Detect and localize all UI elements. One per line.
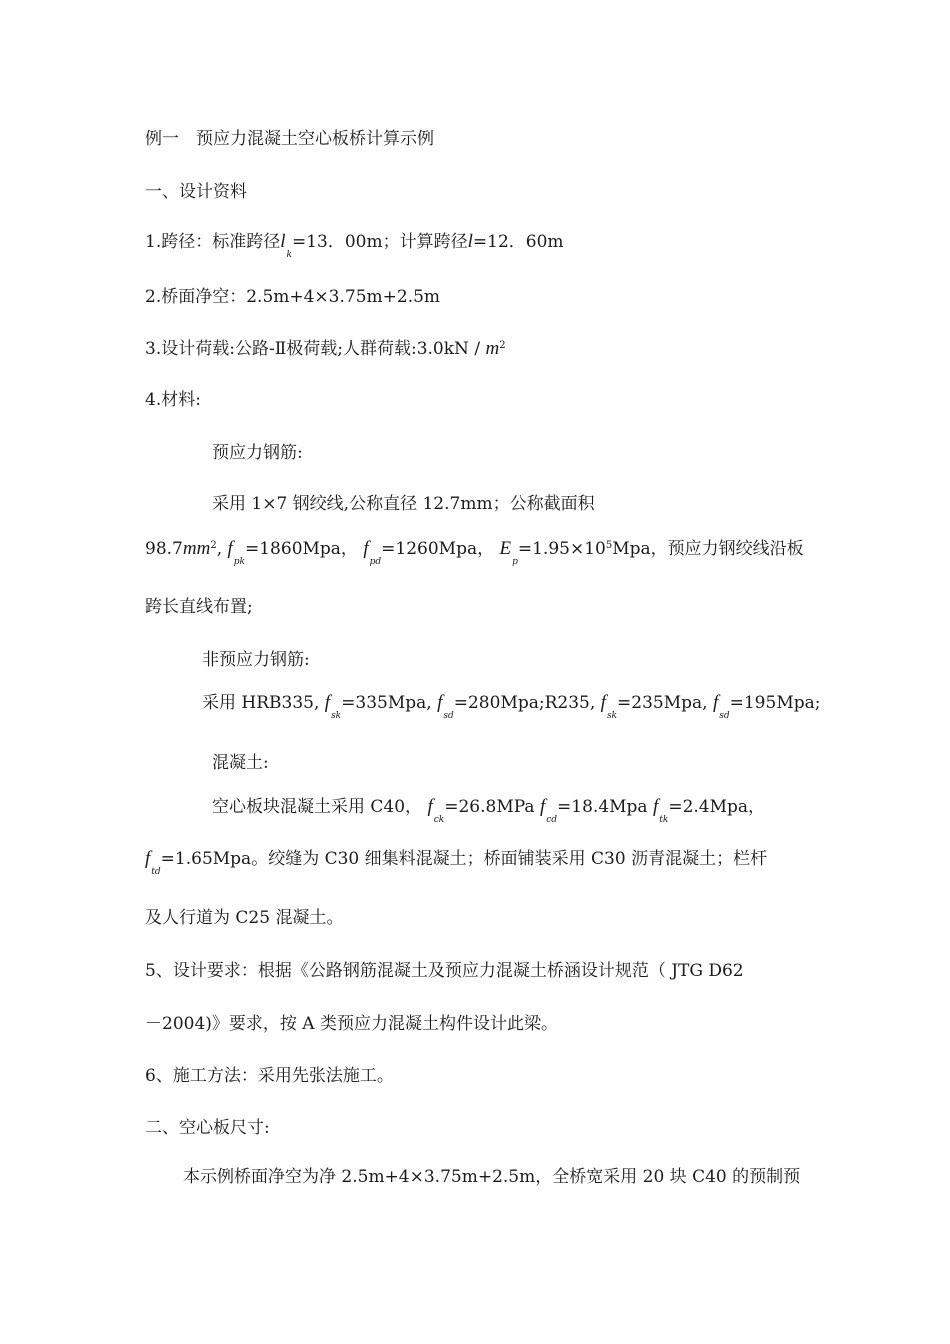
concrete-label: 混凝土: [212, 753, 269, 773]
subscript-pd: pd [369, 557, 382, 567]
document-title: 例一 预应力混凝土空心板桥计算示例 [145, 129, 434, 149]
concrete-line-2 [145, 848, 768, 877]
ep-tail: Mpa，预应力钢绞线沿板 [612, 539, 804, 559]
subscript-sd: sd [443, 711, 454, 721]
symbol-f-sd-r235: f [712, 692, 719, 713]
fpk-value: =1860Mpa， [245, 539, 358, 559]
design-load-line [145, 338, 506, 363]
span-line [145, 231, 564, 260]
fpd-value: =1260Mpa， [381, 539, 495, 559]
deck-clearance-line: 2.桥面净空：2.5m+4×3.75m+2.5m [145, 287, 441, 307]
symbol-f-pk: f [227, 538, 233, 559]
ep-value: =1.95×10 [517, 539, 606, 559]
section-heading-slab-dimensions: 二、空心板尺寸: [145, 1118, 270, 1138]
prestress-line-3: 跨长直线布置; [145, 597, 253, 617]
symbol-f-tk: f [652, 796, 659, 817]
design-requirement-line-1: 5、设计要求：根据《公路钢筋混凝土及预应力混凝土桥涵设计规范（ JTG D62 [145, 961, 744, 981]
ep-sup-5: 5 [605, 540, 613, 551]
symbol-f-ck: f [427, 796, 433, 817]
subscript-td: td [151, 867, 161, 877]
symbol-f-sd: f [437, 692, 443, 713]
nonprestress-line [202, 692, 821, 721]
materials-heading: 4.材料: [145, 390, 201, 410]
symbol-f-sk-r235: f [600, 692, 606, 713]
symbol-e-p: E [499, 538, 512, 559]
nonpre-prefix: 采用 HRB335, [202, 693, 320, 713]
symbol-f-pd: f [363, 538, 369, 559]
comma: , [216, 539, 223, 559]
subscript-ck: ck [433, 815, 445, 825]
span-standard-value: =13．00m；计算跨径 [291, 232, 468, 252]
subscript-pk: pk [233, 557, 245, 567]
concrete-line-1 [212, 796, 766, 825]
unit-m: m [485, 338, 500, 359]
prestress-steel-label: 预应力钢筋: [212, 443, 303, 463]
symbol-l-calc: l [467, 231, 473, 252]
ftk-value: =2.4Mpa， [668, 797, 766, 817]
prestress-line-1: 采用 1×7 钢绞线,公称直径 12.7mm；公称截面积 [212, 494, 595, 514]
subscript-sk: sk [331, 711, 342, 721]
section-heading-design-data: 一、设计资料 [145, 182, 247, 202]
ftd-text: =1.65Mpa。绞缝为 C30 细集料混凝土；桥面铺装采用 C30 沥青混凝土；栏杆 [160, 849, 768, 869]
unit-sup-2: 2 [499, 340, 506, 351]
span-calc-value: =12．60m [472, 232, 564, 252]
symbol-l: l [280, 231, 286, 252]
subscript-sd-r235: sd [719, 711, 730, 721]
fsd-r235-value: =195Mpa; [729, 693, 821, 713]
fcd-value: =18.4Mpa [557, 797, 648, 817]
nonprestress-steel-label: 非预应力钢筋: [202, 650, 310, 670]
subscript-cd: cd [546, 815, 558, 825]
unit-mm-sup: 2 [210, 540, 217, 551]
symbol-f-td: f [145, 848, 151, 869]
subscript-sk-r235: sk [606, 711, 618, 721]
symbol-f-sk: f [324, 692, 331, 713]
symbol-f-cd: f [539, 796, 546, 817]
subscript-p: p [512, 557, 518, 567]
subscript-k: k [286, 250, 292, 260]
construction-method-line: 6、施工方法：采用先张法施工。 [145, 1066, 394, 1086]
fsd-value: =280Mpa;R235, [453, 693, 596, 713]
fsk-value: =335Mpa, [341, 693, 432, 713]
design-load-text: 3.设计荷载:公路-Ⅱ极荷载;人群荷载:3.0kN / [145, 339, 481, 359]
concrete-prefix: 空心板块混凝土采用 C40， [212, 797, 423, 817]
prestress-line-2 [145, 538, 804, 567]
fck-value: =26.8MPa [444, 797, 535, 817]
area-value: 98.7 [145, 539, 183, 559]
subscript-tk: tk [659, 815, 669, 825]
concrete-line-3: 及人行道为 C25 混凝土。 [145, 908, 344, 928]
span-prefix: 1.跨径：标准跨径 [145, 232, 281, 252]
design-requirement-line-2: －2004)》要求，按 A 类预应力混凝土构件设计此梁。 [145, 1014, 558, 1034]
fsk-r235-value: =235Mpa, [617, 693, 708, 713]
slab-dimensions-paragraph: 本示例桥面净空为净 2.5m+4×3.75m+2.5m，全桥宽采用 20 块 C40 的预制预 [183, 1167, 801, 1187]
unit-mm: mm [182, 538, 211, 559]
